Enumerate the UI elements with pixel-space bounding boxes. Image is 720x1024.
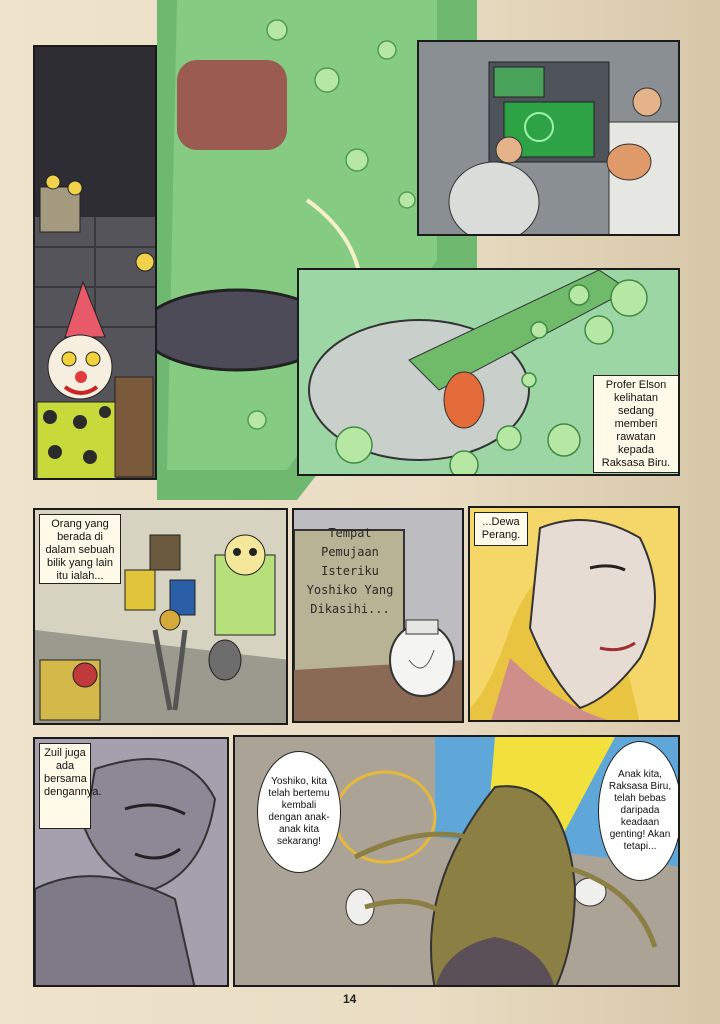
panel-shrine [292,508,464,723]
clown-room-art [35,47,157,480]
caption-dewa-perang: ...Dewa Perang. [474,512,528,546]
speech-bubble-right: Anak kita, Raksasa Biru, telah bebas daripada keadaan genting! Akan tetapi... [598,741,680,881]
lab-art [419,42,680,236]
caption-profer-elson: Profer Elson kelihatan sedang memberi rawatan kepada Raksasa Biru. [593,375,679,473]
panel-dewa-perang [468,506,680,722]
caption-zuil: Zuil juga ada bersama dengannya. [39,743,91,829]
panel-zuil [33,737,229,987]
panel-clown-room [33,45,157,480]
shrine-sign-text: Tempat Pemujaan Isteriku Yoshiko Yang Dikasihi... [306,526,394,616]
caption-other-room: Orang yang berada di dalam sebuah bilik yang lain itu ialah... [39,514,121,584]
speech-bubble-left: Yoshiko, kita telah bertemu kembali dengan anak-anak kita sekarang! [257,751,341,873]
panel-treatment [297,268,680,476]
panel-reunion [233,735,680,987]
panel-lab [417,40,680,236]
page-number: 14 [343,992,357,1006]
panel-other-room [33,508,288,725]
